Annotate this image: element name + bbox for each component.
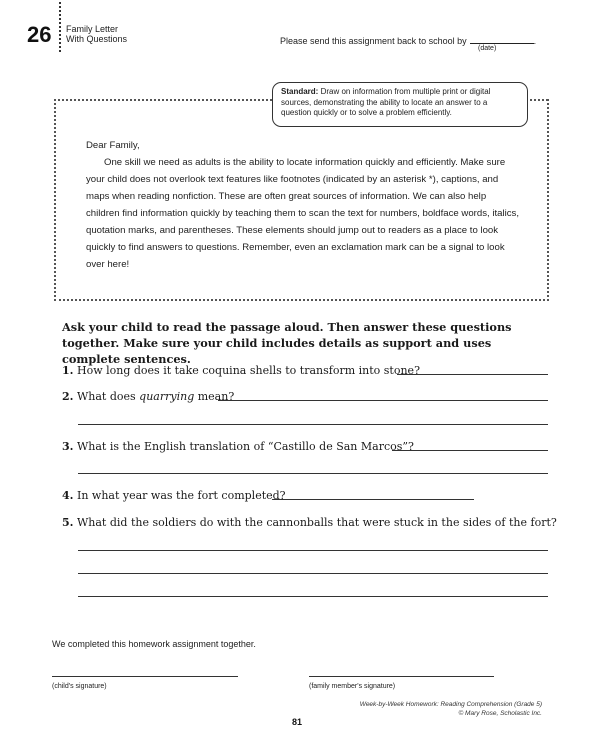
question-term: quarrying bbox=[139, 390, 195, 403]
date-blank[interactable] bbox=[470, 43, 534, 44]
lesson-number: 26 bbox=[27, 22, 52, 47]
question-4 bbox=[62, 489, 286, 502]
question-number: 3. bbox=[62, 440, 74, 453]
question-text: How long does it take coquina shells to transform into stone? bbox=[76, 364, 420, 377]
completion-statement: We completed this homework assignment together. bbox=[52, 639, 256, 649]
standard-label: Standard: bbox=[281, 87, 319, 96]
letter-box-top-right-border bbox=[530, 99, 548, 101]
child-signature-label: (child's signature) bbox=[52, 683, 107, 690]
instructions: Ask your child to read the passage aloud. Then answer these questions together. Make sure your child includes details as support and uses complete sentences. bbox=[62, 320, 512, 366]
child-signature-line[interactable] bbox=[52, 676, 238, 677]
answer-line-5b[interactable] bbox=[78, 573, 548, 574]
question-1 bbox=[62, 364, 420, 377]
send-back-text: Please send this assignment back to school by bbox=[280, 36, 467, 46]
question-text-pre: What does bbox=[76, 390, 140, 403]
page-number: 81 bbox=[292, 717, 303, 727]
answer-line-5c[interactable] bbox=[78, 596, 548, 597]
answer-line-3b[interactable] bbox=[78, 473, 548, 474]
family-letter bbox=[86, 137, 521, 273]
question-number: 1. bbox=[62, 364, 74, 377]
answer-line-4a[interactable] bbox=[272, 499, 474, 500]
question-number: 5. bbox=[62, 516, 74, 529]
family-signature-line[interactable] bbox=[309, 676, 494, 677]
answer-line-2a[interactable] bbox=[218, 400, 548, 401]
question-text: What is the English translation of “Castillo de San Marcos”? bbox=[76, 440, 414, 453]
answer-line-3a[interactable] bbox=[392, 450, 548, 451]
question-2 bbox=[62, 390, 234, 403]
standard-text: Draw on information from multiple print or digital sources, demonstrating the ability to locate an answer to a question quickly or to solve a problem efficiently. bbox=[281, 87, 491, 117]
standard-callout bbox=[272, 82, 528, 127]
answer-line-1a[interactable] bbox=[397, 374, 548, 375]
footer-credit-line1: Week-by-Week Homework: Reading Comprehension (Grade 5) bbox=[359, 701, 542, 708]
date-label: (date) bbox=[478, 45, 497, 52]
send-back-instruction bbox=[280, 36, 536, 46]
question-text: In what year was the fort completed? bbox=[76, 489, 286, 502]
letter-greeting: Dear Family, bbox=[86, 140, 140, 151]
question-3 bbox=[62, 440, 414, 453]
question-text-post: mean? bbox=[194, 390, 235, 403]
question-number: 2. bbox=[62, 390, 74, 403]
answer-line-2b[interactable] bbox=[78, 424, 548, 425]
letter-body: One skill we need as adults is the ability to locate information quickly and efficiently. Make sure your child does not overlook text features like footnotes (indicated by an asterisk *), captions, and maps when reading nonfiction. These are often great sources of information. We can also help children find information quickly by teaching them to scan the text for numbers, boldface words, italics, quotation marks, and parentheses. These elements should jump out to readers as a place to look quickly to find answers to questions. Remember, even an exclamation mark can be a signal to look over here! bbox=[86, 157, 519, 270]
answer-line-5a[interactable] bbox=[78, 550, 548, 551]
letter-box-top-left-border bbox=[54, 99, 272, 101]
question-5 bbox=[62, 516, 557, 529]
header-dotted-divider bbox=[59, 2, 61, 52]
footer-credit bbox=[360, 700, 542, 718]
send-back-end: . bbox=[533, 36, 537, 46]
lesson-title bbox=[66, 24, 127, 44]
question-number: 4. bbox=[62, 489, 74, 502]
question-text: What did the soldiers do with the cannonballs that were stuck in the sides of the fort? bbox=[76, 516, 557, 529]
lesson-title-line1: Family Letter bbox=[66, 24, 119, 34]
lesson-title-line2: With Questions bbox=[66, 34, 128, 44]
footer-credit-line2: © Mary Rose, Scholastic Inc. bbox=[458, 710, 542, 717]
family-signature-label: (family member's signature) bbox=[309, 683, 396, 690]
